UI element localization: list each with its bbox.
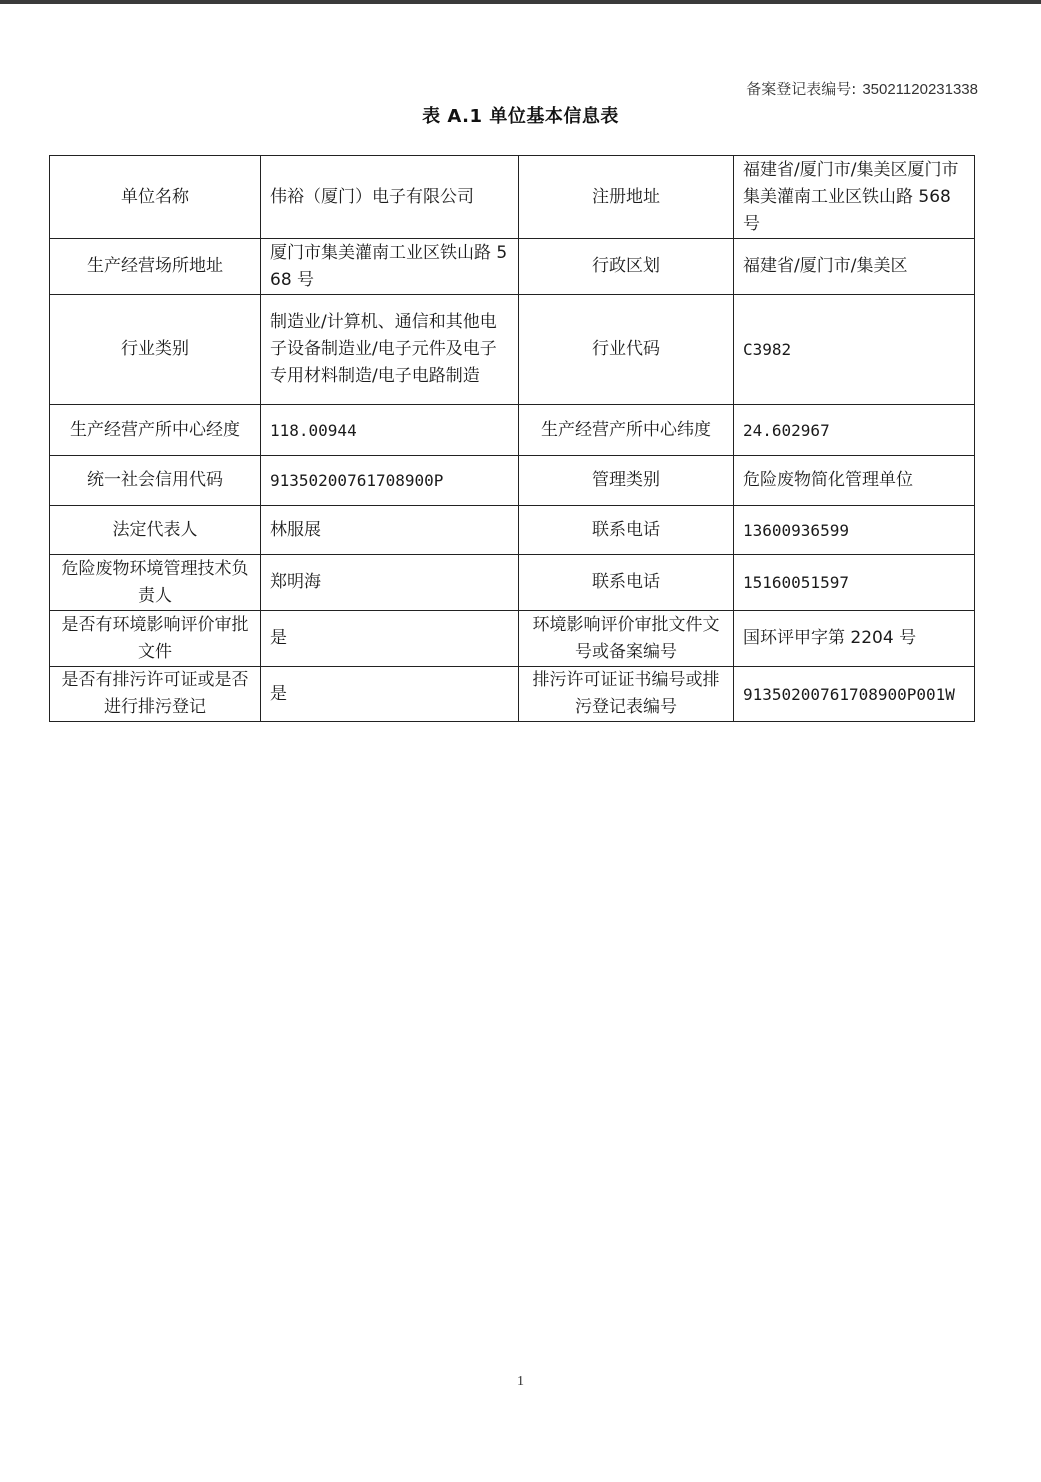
table-row — [50, 456, 975, 506]
table-row — [50, 156, 975, 239]
row-value: 91350200761708900P001W — [734, 667, 975, 722]
table-row — [50, 506, 975, 555]
row-label: 行业类别 — [50, 295, 261, 405]
row-value: 福建省/厦门市/集美区 — [734, 239, 975, 295]
row-label: 生产经营产所中心经度 — [50, 405, 261, 456]
row-label: 环境影响评价审批文件文号或备案编号 — [519, 611, 734, 667]
row-label: 危险废物环境管理技术负责人 — [50, 555, 261, 611]
row-label: 注册地址 — [519, 156, 734, 239]
row-label: 联系电话 — [519, 506, 734, 555]
row-label: 生产经营产所中心纬度 — [519, 405, 734, 456]
row-value: 13600936599 — [734, 506, 975, 555]
row-value: C3982 — [734, 295, 975, 405]
table-row — [50, 295, 975, 405]
row-value: 国环评甲字第 2204 号 — [734, 611, 975, 667]
row-label: 行业代码 — [519, 295, 734, 405]
table-row — [50, 667, 975, 722]
top-border-bar — [0, 0, 1041, 4]
row-label: 排污许可证证书编号或排污登记表编号 — [519, 667, 734, 722]
unit-basic-info-table — [49, 155, 975, 722]
row-value: 伟裕（厦门）电子有限公司 — [261, 156, 519, 239]
row-label: 管理类别 — [519, 456, 734, 506]
table-row — [50, 239, 975, 295]
row-value: 118.00944 — [261, 405, 519, 456]
row-value: 是 — [261, 611, 519, 667]
row-label: 单位名称 — [50, 156, 261, 239]
row-label: 行政区划 — [519, 239, 734, 295]
table-row — [50, 405, 975, 456]
record-number-value: 35021120231338 — [862, 81, 978, 98]
row-value: 林服展 — [261, 506, 519, 555]
row-value: 91350200761708900P — [261, 456, 519, 506]
row-value: 厦门市集美灌南工业区铁山路 568 号 — [261, 239, 519, 295]
row-value: 福建省/厦门市/集美区厦门市集美灌南工业区铁山路 568 号 — [734, 156, 975, 239]
row-label: 联系电话 — [519, 555, 734, 611]
row-label: 是否有环境影响评价审批文件 — [50, 611, 261, 667]
row-label: 是否有排污许可证或是否进行排污登记 — [50, 667, 261, 722]
row-value: 是 — [261, 667, 519, 722]
row-value: 郑明海 — [261, 555, 519, 611]
row-value: 危险废物简化管理单位 — [734, 456, 975, 506]
record-number-label: 备案登记表编号: — [746, 80, 857, 98]
row-label: 法定代表人 — [50, 506, 261, 555]
row-label: 生产经营场所地址 — [50, 239, 261, 295]
row-value: 制造业/计算机、通信和其他电子设备制造业/电子元件及电子专用材料制造/电子电路制造 — [261, 295, 519, 405]
table-row — [50, 555, 975, 611]
row-value: 24.602967 — [734, 405, 975, 456]
table-title: 表 A.1 单位基本信息表 — [422, 106, 619, 127]
record-number-line — [746, 78, 978, 99]
row-value: 15160051597 — [734, 555, 975, 611]
page-number: 1 — [517, 1374, 524, 1389]
table-row — [50, 611, 975, 667]
row-label: 统一社会信用代码 — [50, 456, 261, 506]
